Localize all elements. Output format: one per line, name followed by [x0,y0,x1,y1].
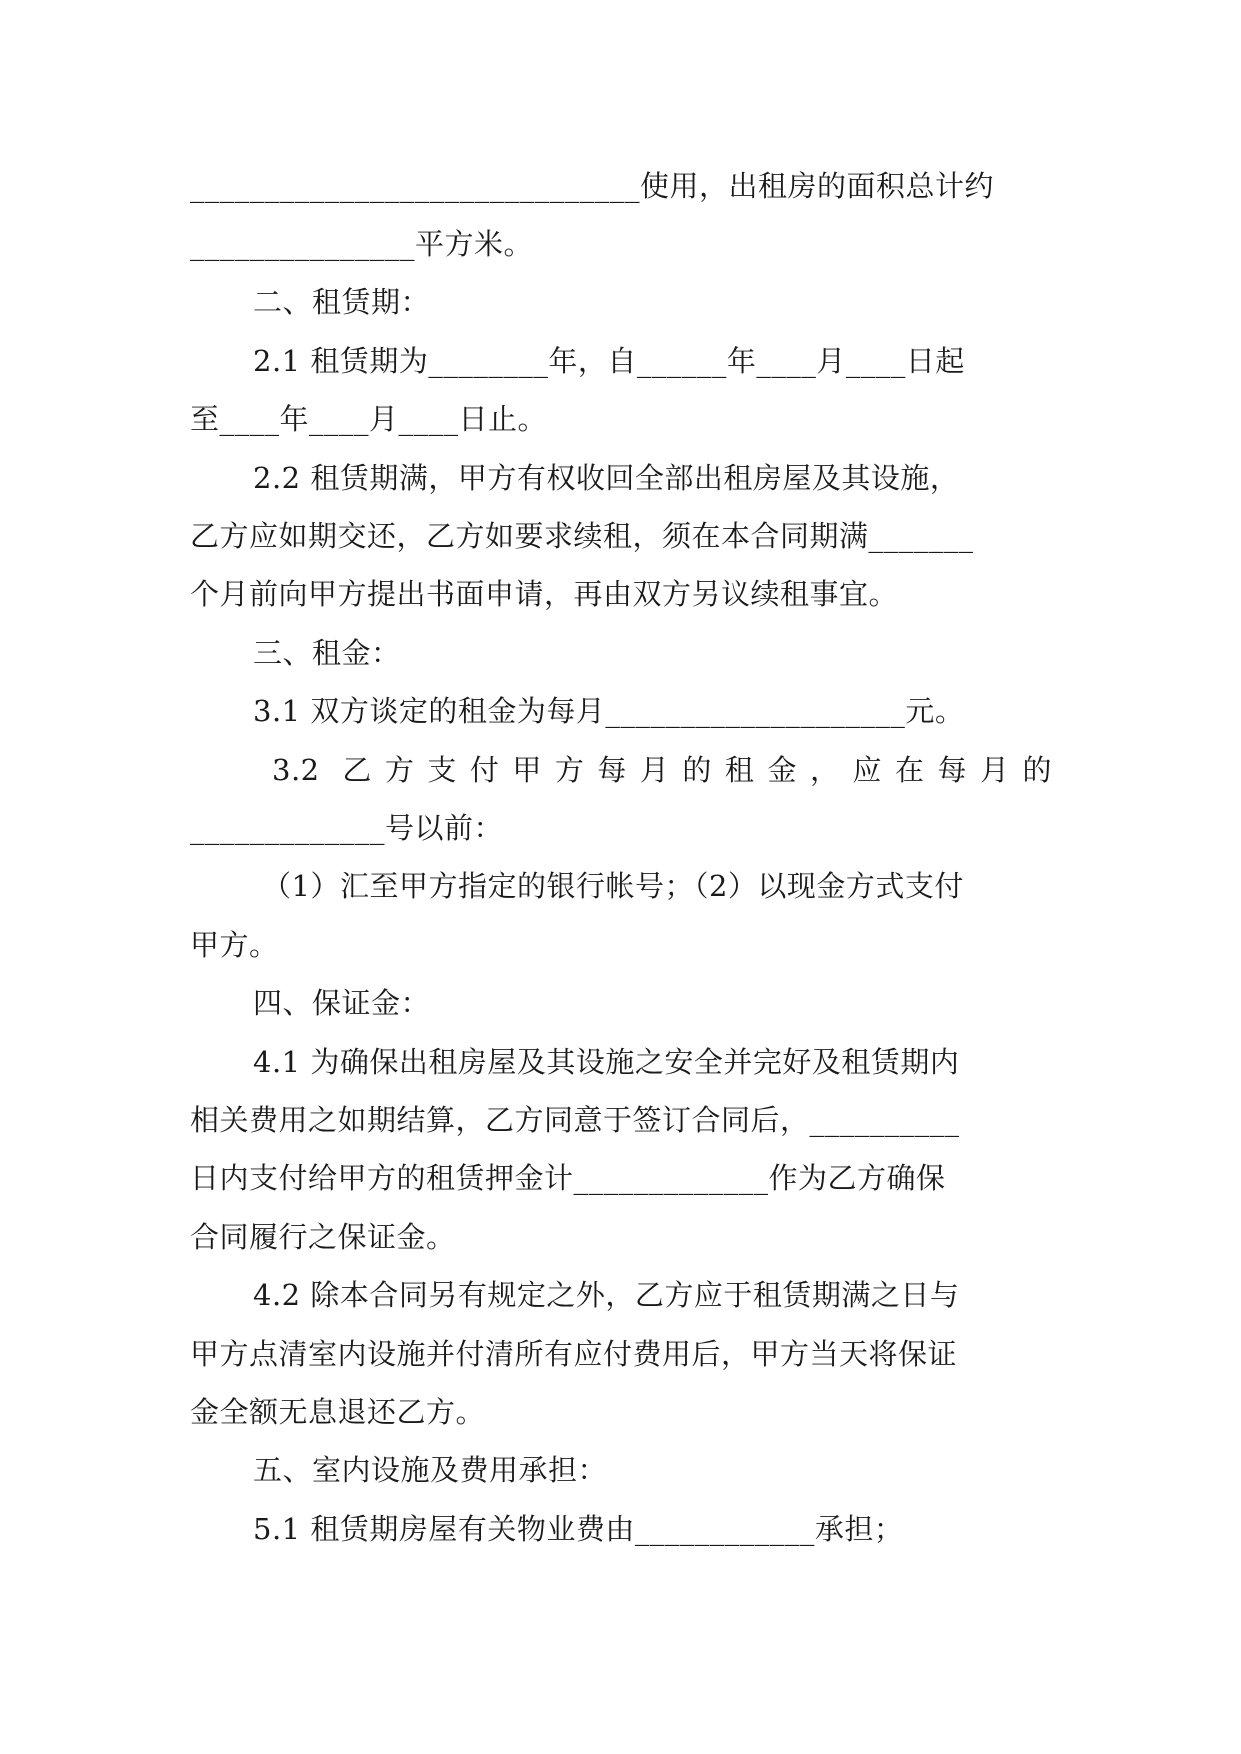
text-line: 日内支付给甲方的租赁押金计_____________作为乙方确保 [190,1161,946,1195]
section-heading: 五、室内设施及费用承担： [253,1453,608,1487]
text-line: _____________号以前： [190,811,504,845]
text-line: 金全额无息退还乙方。 [190,1395,486,1429]
text-line: 合同履行之保证金。 [190,1220,456,1254]
text-line: 乙方应如期交还，乙方如要求续租，须在本合同期满_______ [190,519,974,553]
text-line: （1）汇至甲方指定的银行帐号；（2）以现金方式支付 [262,869,964,903]
text-line: 5.1 租赁期房屋有关物业费由____________承担； [253,1512,904,1546]
text-line: 相关费用之如期结算，乙方同意于签订合同后，__________ [190,1103,960,1137]
text-line: 2.1 租赁期为________年，自______年____月____日起 [253,344,965,378]
text-line: 甲方。 [190,928,279,962]
text-line: 4.2 除本合同另有规定之外，乙方应于租赁期满之日与 [253,1278,960,1312]
text-line: 至____年____月____日止。 [190,402,548,436]
text-line: 2.2 租赁期满，甲方有权收回全部出租房屋及其设施， [253,461,960,495]
text-line: 4.1 为确保出租房屋及其设施之安全并完好及租赁期内 [253,1045,960,1079]
text-line: 个月前向甲方提出书面申请，再由双方另议续租事宜。 [190,577,899,611]
text-line: 甲方点清室内设施并付清所有应付费用后，甲方当天将保证 [190,1337,958,1371]
section-heading: 二、租赁期： [253,285,431,319]
text-line: 3.2 乙方支付甲方每月的租金，应在每月的 [272,753,1052,787]
section-heading: 三、租金： [253,636,401,670]
text-line: 3.1 双方谈定的租金为每月____________________元。 [253,694,965,728]
text-line: _______________平方米。 [190,227,534,261]
section-heading: 四、保证金： [253,986,431,1020]
text-line: ______________________________使用，出租房的面积总计约 [190,169,995,203]
